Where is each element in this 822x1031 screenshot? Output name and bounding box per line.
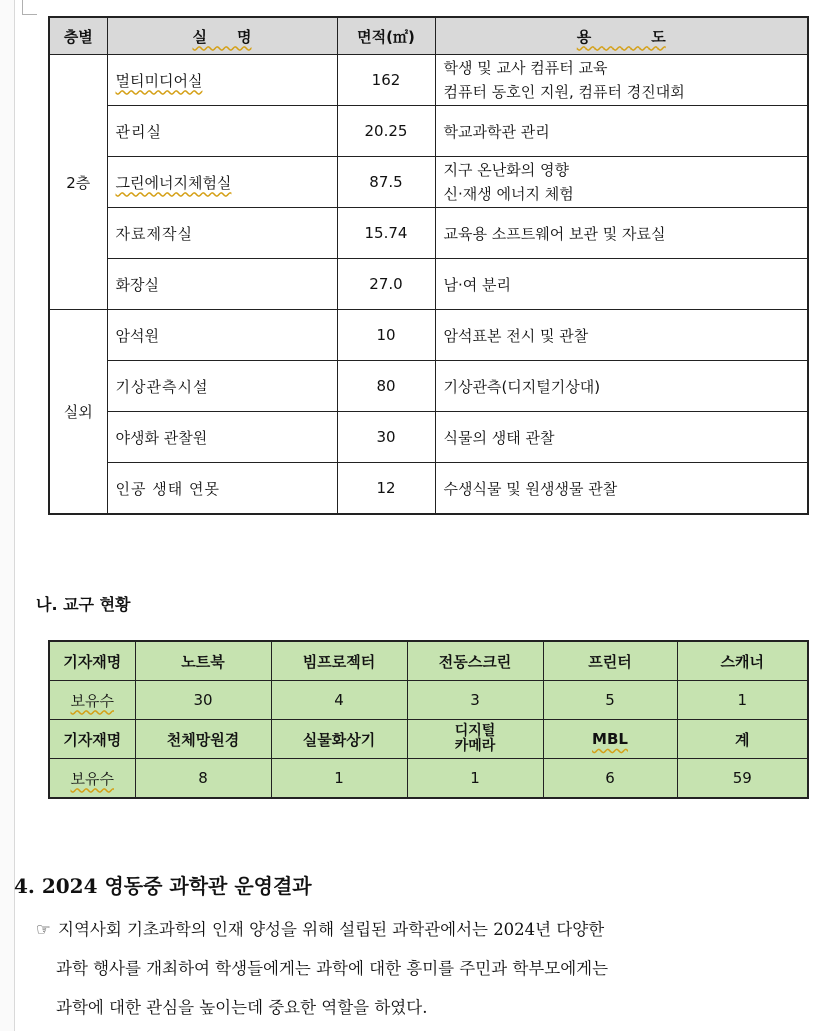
area-cell: 80	[337, 361, 435, 412]
equipment-name-cell: 계	[677, 720, 808, 759]
section-title: 4. 2024 영동중 과학관 운영결과	[14, 874, 312, 898]
count-cell: 5	[543, 681, 677, 720]
equipment-name-cell: 스캐너	[677, 641, 808, 681]
room-cell: 자료제작실	[107, 208, 337, 259]
table-row	[49, 412, 808, 463]
table-row	[49, 157, 808, 208]
header-use: 용 도	[435, 17, 808, 55]
count-cell: 6	[543, 759, 677, 799]
area-cell: 87.5	[337, 157, 435, 208]
header-area: 면적(㎡)	[337, 17, 435, 55]
use-cell: 기상관측(디지털기상대)	[435, 361, 808, 412]
header-room: 실 명	[107, 17, 337, 55]
room-cell: 화장실	[107, 259, 337, 310]
use-cell: 남·여 분리	[435, 259, 808, 310]
page-margin	[0, 0, 15, 1031]
area-cell: 15.74	[337, 208, 435, 259]
count-cell: 8	[135, 759, 271, 799]
equipment-count-row	[49, 681, 808, 720]
use-cell: 교육용 소프트웨어 보관 및 자료실	[435, 208, 808, 259]
count-cell: 59	[677, 759, 808, 799]
room-cell: 인공 생태 연못	[107, 463, 337, 515]
pointing-hand-icon: ☞	[36, 920, 51, 939]
equipment-name-row	[49, 641, 808, 681]
equipment-name-cell: MBL	[543, 720, 677, 759]
room-cell: 그린에너지체험실	[107, 157, 337, 208]
body-paragraph	[36, 910, 811, 1027]
equipment-name-cell: 디지털 카메라	[407, 720, 543, 759]
equipment-table	[48, 640, 809, 799]
count-cell: 1	[407, 759, 543, 799]
use-cell: 식물의 생태 관찰	[435, 412, 808, 463]
table-row	[49, 310, 808, 361]
equipment-name-cell: 노트북	[135, 641, 271, 681]
use-cell: 지구 온난화의 영향 신·재생 에너지 체험	[435, 157, 808, 208]
count-label-cell: 보유수	[49, 681, 135, 720]
equipment-header-cell: 기자재명	[49, 720, 135, 759]
table-row	[49, 106, 808, 157]
area-cell: 162	[337, 55, 435, 106]
area-cell: 20.25	[337, 106, 435, 157]
room-cell: 관리실	[107, 106, 337, 157]
equipment-header-cell: 기자재명	[49, 641, 135, 681]
equipment-subheading: 나. 교구 현황	[36, 595, 131, 614]
area-cell: 30	[337, 412, 435, 463]
paragraph-line: ☞ 지역사회 기초과학의 인재 양성을 위해 설립된 과학관에서는 2024년 다양한	[36, 910, 811, 949]
equipment-name-cell: 천체망원경	[135, 720, 271, 759]
area-cell: 27.0	[337, 259, 435, 310]
area-cell: 10	[337, 310, 435, 361]
use-cell: 수생식물 및 원생생물 관찰	[435, 463, 808, 515]
count-label-cell: 보유수	[49, 759, 135, 799]
table-row	[49, 463, 808, 515]
equipment-count-row	[49, 759, 808, 799]
equipment-name-cell: 전동스크린	[407, 641, 543, 681]
facility-header-row	[49, 17, 808, 55]
count-cell: 3	[407, 681, 543, 720]
header-floor: 층별	[49, 17, 107, 55]
page-corner-mark	[22, 0, 37, 15]
paragraph-line: 과학에 대한 관심을 높이는데 중요한 역할을 하였다.	[56, 998, 428, 1017]
table-row	[49, 208, 808, 259]
use-cell: 학생 및 교사 컴퓨터 교육 컴퓨터 동호인 지원, 컴퓨터 경진대회	[435, 55, 808, 106]
count-cell: 30	[135, 681, 271, 720]
count-cell: 1	[677, 681, 808, 720]
room-cell: 기상관측시설	[107, 361, 337, 412]
paragraph-line: 과학 행사를 개최하여 학생들에게는 과학에 대한 흥미를 주민과 학부모에게는	[56, 959, 609, 978]
equipment-name-row	[49, 720, 808, 759]
table-row	[49, 361, 808, 412]
floor-cell-outdoor: 실외	[49, 310, 107, 515]
facility-table	[48, 16, 809, 515]
table-row	[49, 55, 808, 106]
room-cell: 암석원	[107, 310, 337, 361]
room-cell: 멀티미디어실	[107, 55, 337, 106]
floor-cell-2f: 2층	[49, 55, 107, 310]
use-cell: 암석표본 전시 및 관찰	[435, 310, 808, 361]
table-row	[49, 259, 808, 310]
equipment-name-cell: 실물화상기	[271, 720, 407, 759]
count-cell: 4	[271, 681, 407, 720]
room-cell: 야생화 관찰원	[107, 412, 337, 463]
use-cell: 학교과학관 관리	[435, 106, 808, 157]
area-cell: 12	[337, 463, 435, 515]
count-cell: 1	[271, 759, 407, 799]
equipment-name-cell: 프린터	[543, 641, 677, 681]
equipment-name-cell: 빔프로젝터	[271, 641, 407, 681]
